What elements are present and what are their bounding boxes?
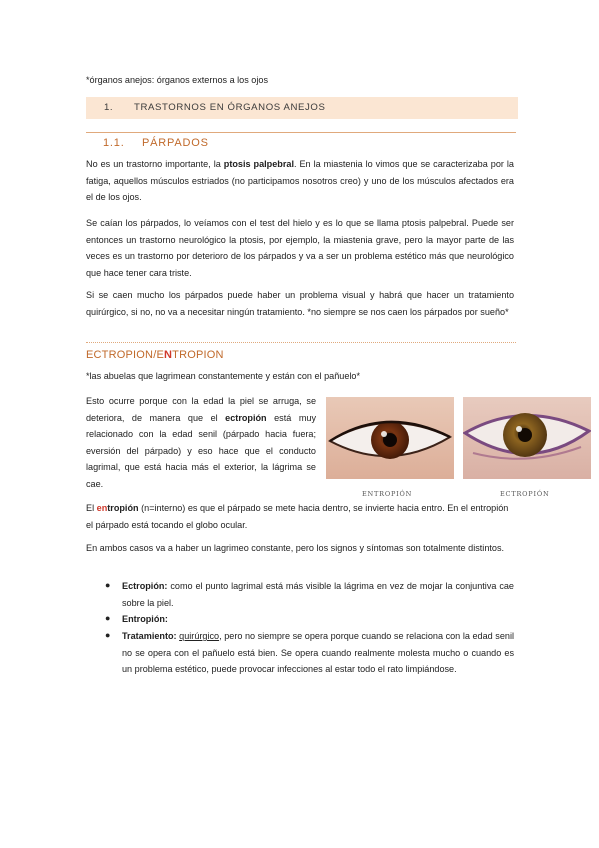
bullet-ectropion: Ectropión: como el punto lagrimal está más visible la lágrima en vez de mojar la conjuntiva cae sobre la piel. [122,581,514,608]
section-title: TRASTORNOS EN ÓRGANOS ANEJOS [134,102,326,113]
eye-illustration-2 [463,397,591,479]
entropion-eye-photo [326,397,454,479]
paragraph-ptosis: No es un trastorno importante, la ptosis palpebral. En la miastenia lo vimos que se caracterizaba por la fatiga, aquellos músculos estriados (no participamos nosotros creo) y uno de los músculos afectados era el de los ojos. [86,159,514,202]
ectropion-eye-photo [463,397,591,479]
ectropion-caption: ECTROPIÓN [500,490,550,498]
section-heading [86,97,518,119]
paragraph-both-cases: En ambos casos va a haber un lagrimeo constante, pero los signos y síntomas son totalmente distintos. [86,543,505,553]
ectropion-term: ectropión [225,412,267,423]
ptosis-term: ptosis palpebral [223,159,294,169]
bullet-marker-2: ● [105,613,111,623]
paragraph-ectropion: Esto ocurre porque con la edad la piel se arruga, se deteriora, de manera que el ectropión está muy relacionado con la edad senil (párpado hacia fuera; eversión del párpado) y eso hace que el conducto lagrimal, que está hacia más el exterior, la lágrima se cae. [86,396,316,489]
entropion-term: tropión [107,503,139,513]
entropion-n-highlight: n [101,503,108,513]
subsection-rule [86,132,516,133]
entropion-caption: ENTROPIÓN [362,490,413,498]
dotted-rule [86,342,516,343]
paragraph-ptosis-cause: Se caían los párpados, lo veíamos con el test del hielo y es lo que se llama ptosis palpebral. Puede ser entonces un trastorno neurológico la ptosis, por ejemplo, la miastenia grave, pero la mayor parte de las veces es un trastorno por deterioro de los párpados y va a ser un problema estético más que neurológico que hace tener cara triste. [86,218,514,278]
section-number: 1. [104,102,114,113]
grandmother-note: *las abuelas que lagrimean constantemente y están con el pañuelo* [86,371,361,381]
bullet-entropion: Entropión: [122,614,168,624]
bullet-marker-1: ● [105,580,111,590]
bullet-treatment: Tratamiento: quirúrgico, pero no siempre se opera porque cuando se relaciona con la edad senil no se opera con el pañuelo está bien. Se opera cuando realmente molesta mucho o cuando es un problema estético, puede provocar infecciones al estar todo el rato limpiándose. [122,631,514,674]
paragraph-ptosis-treatment: Si se caen mucho los párpados puede haber un problema visual y habrá que hacer un tratamiento quirúrgico, si no, no va a necesitar ningún tratamiento. *no siempre se nos caen los párpados por sueño* [86,290,514,317]
eye-illustration-1 [326,397,454,479]
subsection-number: 1.1. [103,137,125,149]
entropion-e-highlight: e [96,503,102,513]
ectropion-entropion-heading: ECTROPION/ENTROPION [86,349,224,361]
heading-highlight-n: N [164,349,173,361]
subsection-title: PÁRPADOS [142,137,209,149]
surgical-underlined: quirúrgico [179,631,220,641]
intro-note: *órganos anejos: órganos externos a los ojos [86,75,268,85]
paragraph-entropion: El entropión (n=interno) es que el párpado se mete hacia dentro, se invierte hacia entro. En el entropión el párpado está tocando el globo ocular. [86,503,509,530]
bullet-marker-3: ● [105,630,111,640]
